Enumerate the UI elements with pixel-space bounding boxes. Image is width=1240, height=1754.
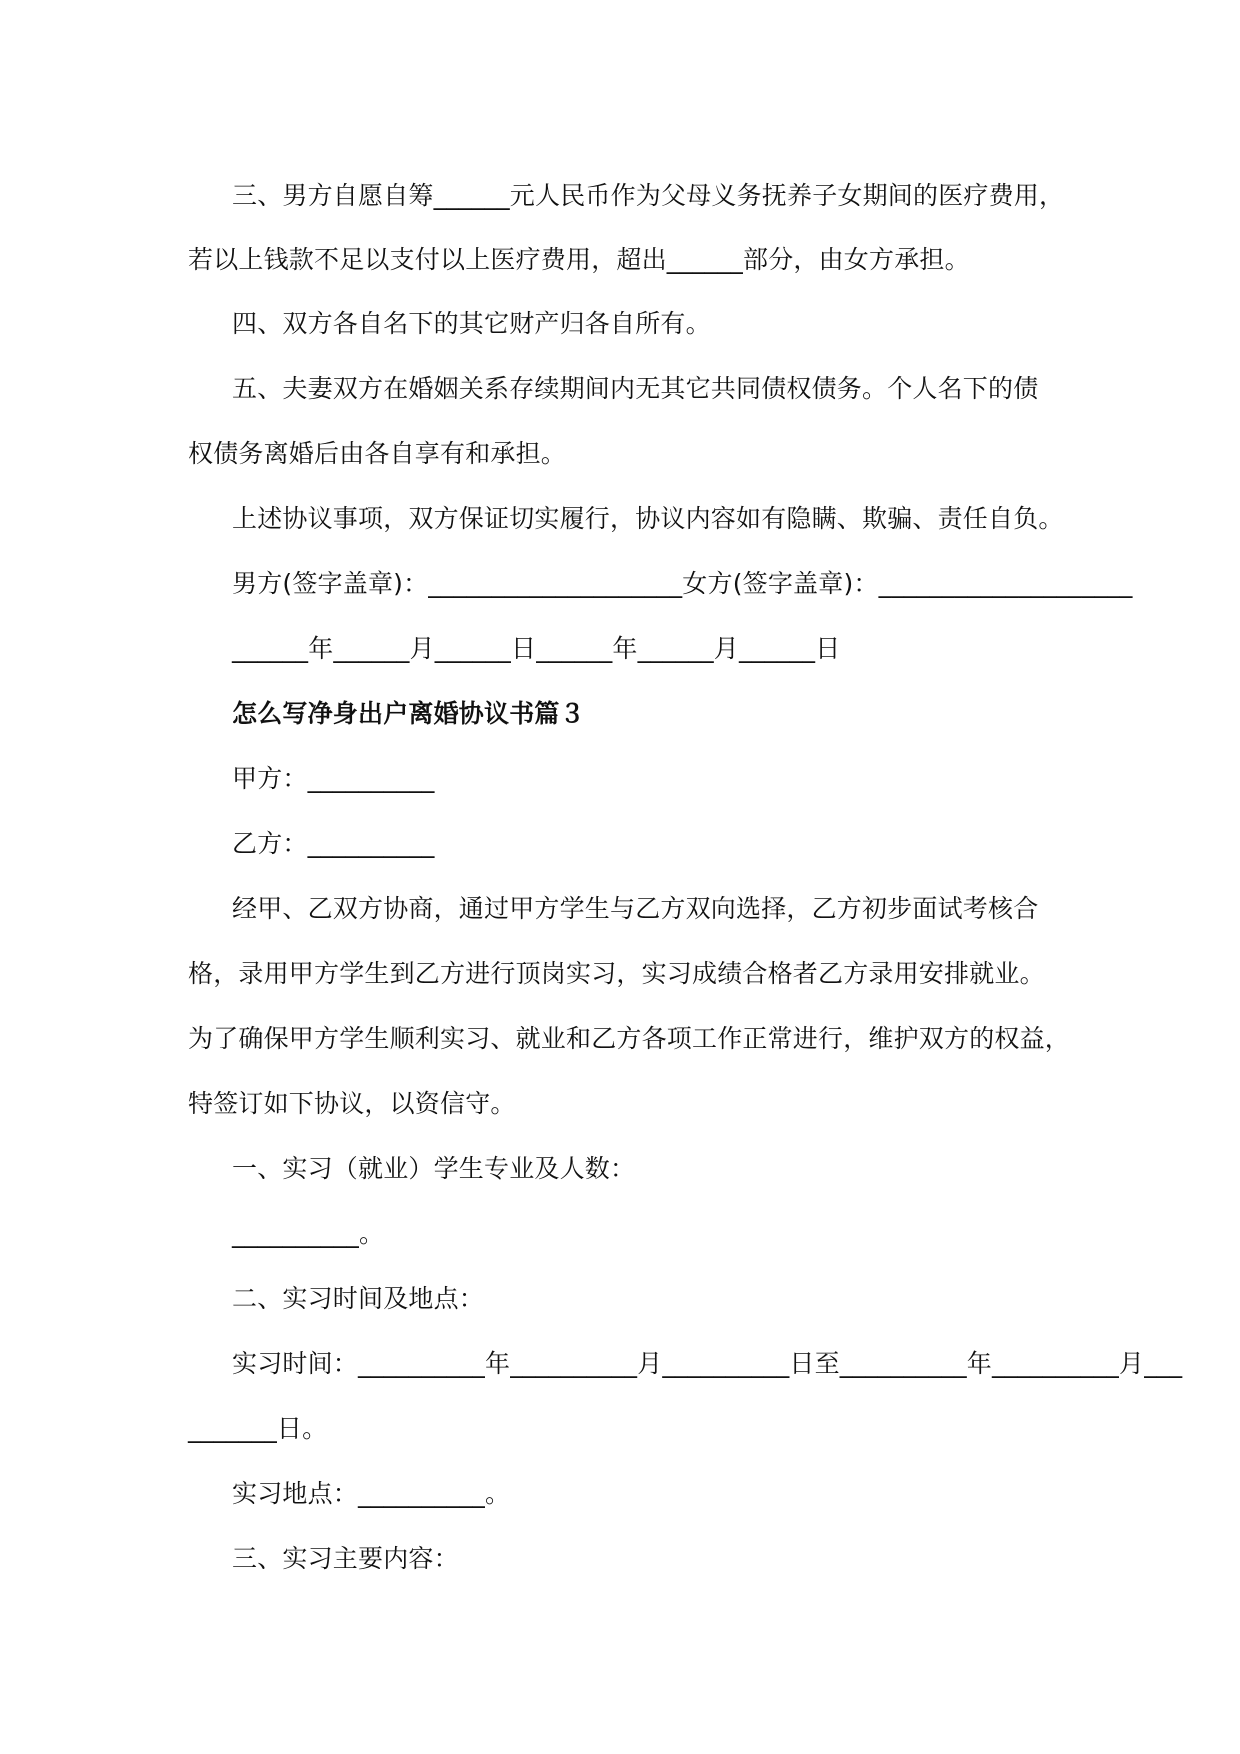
party-a-line: 甲方：__________ xyxy=(232,764,435,793)
paragraph-line: 为了确保甲方学生顺利实习、就业和乙方各项工作正常进行，维护双方的权益， xyxy=(188,1024,1071,1053)
paragraph-line: 一、实习（就业）学生专业及人数： xyxy=(232,1154,636,1183)
paragraph-line: 上述协议事项，双方保证切实履行，协议内容如有隐瞒、欺骗、责任自负。 xyxy=(232,504,1064,533)
paragraph-line: 若以上钱款不足以支付以上医疗费用，超出______部分，由女方承担。 xyxy=(188,245,970,274)
paragraph-line: 三、男方自愿自筹______元人民币作为父母义务抚养子女期间的医疗费用， xyxy=(232,181,1065,210)
paragraph-line: 经甲、乙双方协商，通过甲方学生与乙方双向选择，乙方初步面试考核合 xyxy=(232,894,1039,923)
party-b-line: 乙方：__________ xyxy=(232,829,435,858)
section-heading: 怎么写净身出户离婚协议书篇３ xyxy=(232,699,585,728)
date-line: ______年______月______日______年______月______日 xyxy=(232,634,841,663)
paragraph-line: 权债务离婚后由各自享有和承担。 xyxy=(188,439,567,468)
paragraph-line: 五、夫妻双方在婚姻关系存续期间内无其它共同债权债务。个人名下的债 xyxy=(232,374,1039,403)
paragraph-line: _______日。 xyxy=(188,1414,328,1443)
paragraph-line: 四、双方各自名下的其它财产归各自所有。 xyxy=(232,309,711,338)
paragraph-line: 二、实习时间及地点： xyxy=(232,1284,485,1313)
paragraph-line: 实习地点：__________。 xyxy=(232,1479,511,1508)
paragraph-line: 实习时间：__________年__________月__________日至__________年__________月___ xyxy=(232,1349,1183,1378)
paragraph-line: 特签订如下协议，以资信守。 xyxy=(188,1089,516,1118)
signature-line: 男方(签字盖章)：____________________女方(签字盖章)：____________________ xyxy=(232,569,1133,598)
paragraph-line: __________。 xyxy=(232,1219,385,1248)
paragraph-line: 三、实习主要内容： xyxy=(232,1544,459,1573)
paragraph-line: 格，录用甲方学生到乙方进行顶岗实习，实习成绩合格者乙方录用安排就业。 xyxy=(188,959,1045,988)
